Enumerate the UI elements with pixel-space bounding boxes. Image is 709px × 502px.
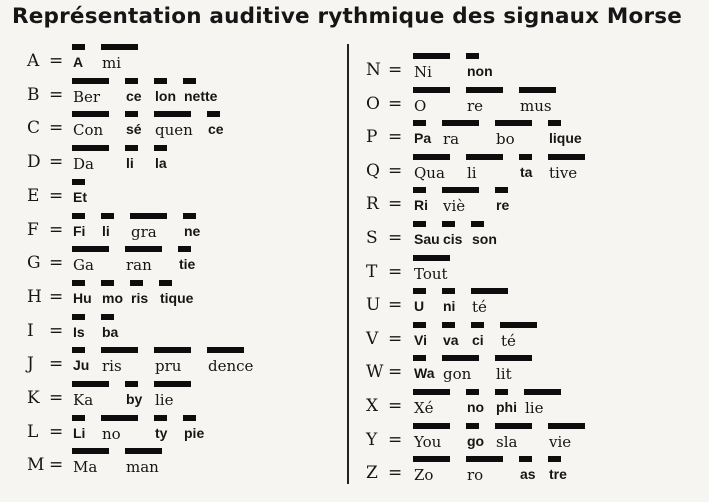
morse-row-b bbox=[27, 78, 347, 108]
equals-sign: = bbox=[49, 118, 64, 139]
morse-dot bbox=[413, 221, 426, 227]
morse-dot bbox=[183, 213, 196, 219]
morse-dot bbox=[519, 456, 532, 462]
syllable-text: ris bbox=[131, 289, 149, 306]
morse-dot bbox=[519, 154, 532, 160]
syllable-text: sé bbox=[126, 121, 142, 138]
morse-dash bbox=[495, 355, 532, 361]
syllable-text: va bbox=[443, 331, 459, 348]
morse-dash bbox=[72, 111, 109, 117]
morse-letter: M bbox=[27, 455, 45, 476]
syllable-text: li bbox=[126, 155, 134, 172]
morse-dash bbox=[413, 423, 450, 429]
syllable-text: Ber bbox=[73, 87, 101, 106]
morse-dash bbox=[72, 246, 109, 252]
morse-letter: F bbox=[27, 219, 39, 240]
morse-dash bbox=[519, 87, 556, 93]
syllable-text: Ga bbox=[73, 256, 94, 275]
morse-dot bbox=[125, 145, 138, 151]
equals-sign: = bbox=[388, 160, 403, 181]
morse-dot bbox=[466, 423, 479, 429]
morse-letter: T bbox=[366, 261, 378, 282]
syllable-text: no bbox=[467, 399, 485, 415]
syllable-text: Is bbox=[73, 323, 85, 340]
equals-sign: = bbox=[49, 253, 64, 274]
morse-row-c bbox=[27, 111, 347, 141]
morse-row-h bbox=[27, 280, 347, 310]
morse-dash bbox=[442, 187, 479, 193]
syllable-text: Ni bbox=[414, 63, 432, 81]
morse-dot bbox=[548, 456, 561, 462]
syllable-text: cis bbox=[443, 231, 463, 247]
morse-letter: I bbox=[27, 320, 34, 341]
morse-dot bbox=[442, 221, 455, 227]
morse-letter: D bbox=[27, 152, 41, 173]
morse-letter: V bbox=[366, 328, 379, 349]
morse-dash bbox=[413, 255, 450, 261]
syllable-text: Sau bbox=[414, 231, 440, 247]
syllable-text: lie bbox=[155, 391, 174, 409]
morse-row-n bbox=[366, 53, 686, 83]
morse-dash bbox=[154, 381, 191, 387]
morse-dot bbox=[159, 280, 172, 286]
morse-row-m bbox=[27, 448, 347, 478]
equals-sign: = bbox=[388, 295, 403, 316]
morse-dot bbox=[72, 347, 85, 353]
morse-letter: P bbox=[366, 127, 378, 148]
morse-row-e bbox=[27, 179, 347, 209]
morse-row-f bbox=[27, 213, 347, 243]
syllable-text: lon bbox=[155, 87, 176, 104]
morse-dash bbox=[413, 154, 450, 160]
morse-dash bbox=[442, 355, 479, 361]
morse-row-s bbox=[366, 221, 686, 251]
morse-dot bbox=[154, 415, 167, 421]
morse-dot bbox=[125, 78, 138, 84]
morse-dot bbox=[130, 280, 143, 286]
morse-dash bbox=[154, 347, 191, 353]
morse-letter: U bbox=[366, 295, 381, 316]
syllable-text: lit bbox=[496, 365, 512, 384]
syllable-text: Ju bbox=[73, 357, 90, 374]
syllable-text: mus bbox=[520, 96, 552, 115]
morse-letter: Z bbox=[366, 463, 378, 484]
syllable-text: Pa bbox=[414, 130, 432, 147]
syllable-text: ci bbox=[472, 331, 484, 348]
morse-letter: K bbox=[27, 388, 40, 408]
equals-sign: = bbox=[49, 84, 64, 105]
syllable-text: ran bbox=[126, 256, 152, 275]
equals-sign: = bbox=[388, 463, 403, 484]
morse-letter: Y bbox=[366, 429, 378, 450]
syllable-text: man bbox=[126, 458, 159, 477]
syllable-text: ce bbox=[126, 87, 142, 104]
morse-dash bbox=[471, 288, 508, 294]
morse-dot bbox=[413, 288, 426, 294]
equals-sign: = bbox=[388, 362, 403, 383]
morse-row-q bbox=[366, 154, 686, 184]
equals-sign: = bbox=[49, 455, 64, 476]
morse-letter: E bbox=[27, 185, 40, 206]
syllable-text: Ri bbox=[414, 197, 428, 214]
morse-letter: G bbox=[27, 253, 41, 274]
syllable-text: Da bbox=[73, 155, 94, 174]
morse-dot bbox=[101, 280, 114, 286]
syllable-text: as bbox=[520, 466, 536, 483]
morse-letter: W bbox=[366, 362, 384, 383]
morse-dot bbox=[413, 322, 426, 328]
syllable-text: Con bbox=[73, 121, 104, 140]
morse-dot bbox=[413, 187, 426, 193]
page-title: Représentation auditive rythmique des signaux Morse bbox=[12, 4, 683, 29]
morse-letter: B bbox=[27, 84, 40, 105]
morse-dot bbox=[471, 221, 484, 227]
syllable-text: mo bbox=[102, 289, 123, 306]
syllable-text: Hu bbox=[73, 289, 92, 306]
morse-dash bbox=[207, 347, 244, 353]
equals-sign: = bbox=[49, 219, 64, 240]
morse-dot bbox=[207, 111, 220, 117]
morse-letter: X bbox=[366, 396, 379, 416]
morse-dot bbox=[101, 213, 114, 219]
morse-letter: C bbox=[27, 118, 41, 139]
morse-dash bbox=[72, 145, 109, 151]
morse-row-v bbox=[366, 322, 686, 352]
morse-dash bbox=[548, 423, 585, 429]
syllable-text: li bbox=[102, 222, 110, 239]
morse-dot bbox=[72, 213, 85, 219]
morse-letter: Q bbox=[366, 160, 380, 181]
morse-dot bbox=[154, 145, 167, 151]
syllable-text: U bbox=[414, 298, 425, 315]
syllable-text: re bbox=[496, 197, 510, 214]
morse-dash bbox=[495, 120, 532, 126]
equals-sign: = bbox=[388, 93, 403, 114]
morse-row-u bbox=[366, 288, 686, 318]
morse-dot bbox=[495, 187, 508, 193]
morse-dash bbox=[72, 448, 109, 454]
morse-dot bbox=[72, 280, 85, 286]
morse-row-p bbox=[366, 120, 686, 150]
equals-sign: = bbox=[388, 328, 403, 349]
morse-letter: O bbox=[366, 93, 380, 114]
morse-dot bbox=[413, 120, 426, 126]
morse-dash bbox=[548, 154, 585, 160]
syllable-text: no bbox=[102, 424, 121, 443]
morse-dash bbox=[101, 44, 138, 50]
syllable-text: dence bbox=[208, 357, 254, 376]
morse-row-r bbox=[366, 187, 686, 217]
morse-dash bbox=[72, 381, 109, 387]
equals-sign: = bbox=[388, 228, 403, 248]
syllable-text: ro bbox=[467, 466, 484, 485]
syllable-text: sla bbox=[496, 432, 518, 451]
syllable-text: quen bbox=[155, 121, 193, 140]
syllable-text: go bbox=[467, 432, 485, 449]
morse-dash bbox=[500, 322, 537, 328]
syllable-text: ba bbox=[102, 323, 119, 340]
morse-letter: S bbox=[366, 228, 378, 248]
syllable-text: You bbox=[414, 432, 442, 451]
morse-dash bbox=[130, 213, 167, 219]
syllable-text: Fi bbox=[73, 222, 86, 239]
syllable-text: phi bbox=[496, 399, 517, 415]
morse-dot bbox=[125, 381, 138, 387]
syllable-text: Vi bbox=[414, 331, 427, 348]
syllable-text: ni bbox=[443, 298, 456, 315]
morse-dot bbox=[72, 415, 85, 421]
morse-row-i bbox=[27, 314, 347, 344]
syllable-text: lique bbox=[549, 130, 582, 147]
morse-dot bbox=[442, 322, 455, 328]
morse-row-x bbox=[366, 389, 686, 419]
morse-dash bbox=[101, 415, 138, 421]
morse-dot bbox=[442, 288, 455, 294]
column-divider bbox=[347, 44, 349, 484]
syllable-text: ta bbox=[520, 163, 533, 180]
morse-dash bbox=[413, 389, 450, 395]
syllable-text: Zo bbox=[414, 466, 434, 485]
syllable-text: Ka bbox=[73, 391, 94, 409]
morse-dot bbox=[471, 322, 484, 328]
syllable-text: lie bbox=[525, 399, 544, 417]
morse-row-t bbox=[366, 255, 686, 285]
equals-sign: = bbox=[388, 396, 403, 416]
syllable-text: ris bbox=[102, 357, 122, 376]
morse-dash bbox=[125, 246, 162, 252]
syllable-text: vie bbox=[549, 432, 572, 451]
equals-sign: = bbox=[49, 152, 64, 173]
morse-dash bbox=[72, 78, 109, 84]
morse-dash bbox=[466, 154, 503, 160]
equals-sign: = bbox=[49, 421, 64, 442]
syllable-text: Xé bbox=[414, 399, 434, 417]
syllable-text: non bbox=[467, 63, 493, 79]
morse-dot bbox=[413, 355, 426, 361]
morse-letter: N bbox=[366, 60, 381, 80]
equals-sign: = bbox=[49, 388, 64, 408]
morse-dot bbox=[466, 53, 479, 59]
syllable-text: li bbox=[467, 163, 477, 182]
equals-sign: = bbox=[388, 429, 403, 450]
morse-dot bbox=[72, 44, 85, 50]
syllable-text: by bbox=[126, 391, 143, 407]
syllable-text: Ma bbox=[73, 458, 98, 477]
syllable-text: pie bbox=[184, 424, 205, 441]
morse-row-d bbox=[27, 145, 347, 175]
morse-dash bbox=[413, 53, 450, 59]
morse-row-a bbox=[27, 44, 347, 74]
equals-sign: = bbox=[388, 60, 403, 80]
morse-dash bbox=[495, 423, 532, 429]
syllable-text: gon bbox=[443, 365, 472, 384]
syllable-text: tique bbox=[160, 289, 194, 306]
morse-letter: J bbox=[27, 354, 34, 375]
morse-row-j bbox=[27, 347, 347, 377]
morse-dot bbox=[154, 78, 167, 84]
morse-letter: A bbox=[27, 51, 40, 71]
syllable-text: nette bbox=[184, 87, 218, 104]
syllable-text: son bbox=[472, 231, 497, 247]
morse-dot bbox=[183, 78, 196, 84]
morse-dot bbox=[495, 389, 508, 395]
morse-dot bbox=[72, 314, 85, 320]
morse-letter: L bbox=[27, 421, 39, 442]
equals-sign: = bbox=[49, 286, 64, 307]
syllable-text: Wa bbox=[414, 365, 435, 382]
morse-dot bbox=[548, 120, 561, 126]
morse-dash bbox=[125, 448, 162, 454]
equals-sign: = bbox=[388, 194, 403, 215]
morse-row-z bbox=[366, 456, 686, 486]
morse-dash bbox=[413, 87, 450, 93]
morse-dot bbox=[101, 314, 114, 320]
syllable-text: O bbox=[414, 96, 427, 115]
morse-dash bbox=[413, 456, 450, 462]
morse-dot bbox=[466, 389, 479, 395]
morse-row-w bbox=[366, 355, 686, 385]
syllable-text: re bbox=[467, 96, 484, 115]
morse-dot bbox=[72, 179, 85, 185]
morse-row-y bbox=[366, 423, 686, 453]
syllable-text: Tout bbox=[414, 264, 448, 283]
morse-row-o bbox=[366, 87, 686, 117]
syllable-text: té bbox=[501, 331, 516, 350]
equals-sign: = bbox=[388, 261, 403, 282]
morse-dot bbox=[178, 246, 191, 252]
syllable-text: ty bbox=[155, 424, 168, 441]
syllable-text: A bbox=[73, 54, 84, 70]
morse-dash bbox=[154, 111, 191, 117]
morse-letter: H bbox=[27, 286, 42, 307]
equals-sign: = bbox=[49, 320, 64, 341]
syllable-text: Li bbox=[73, 424, 86, 441]
morse-letter: R bbox=[366, 194, 379, 215]
equals-sign: = bbox=[49, 51, 64, 71]
syllable-text: pru bbox=[155, 357, 182, 376]
equals-sign: = bbox=[49, 185, 64, 206]
equals-sign: = bbox=[49, 354, 64, 375]
morse-dash bbox=[442, 120, 479, 126]
morse-row-l bbox=[27, 415, 347, 445]
morse-row-g bbox=[27, 246, 347, 276]
syllable-text: ce bbox=[208, 121, 224, 138]
syllable-text: gra bbox=[131, 222, 157, 241]
syllable-text: bo bbox=[496, 130, 515, 149]
morse-dash bbox=[466, 87, 503, 93]
syllable-text: té bbox=[472, 298, 487, 317]
syllable-text: la bbox=[155, 155, 167, 172]
morse-dash bbox=[466, 456, 503, 462]
syllable-text: Et bbox=[73, 188, 87, 205]
morse-dash bbox=[101, 347, 138, 353]
morse-dot bbox=[183, 415, 196, 421]
syllable-text: viè bbox=[443, 197, 466, 216]
equals-sign: = bbox=[388, 127, 403, 148]
morse-dot bbox=[125, 111, 138, 117]
syllable-text: ne bbox=[184, 222, 201, 239]
morse-dash bbox=[524, 389, 561, 395]
syllable-text: tre bbox=[549, 466, 567, 483]
syllable-text: Qua bbox=[414, 163, 445, 182]
syllable-text: ra bbox=[443, 130, 460, 149]
syllable-text: mi bbox=[102, 54, 122, 72]
syllable-text: tie bbox=[179, 256, 196, 273]
morse-row-k bbox=[27, 381, 347, 411]
syllable-text: tive bbox=[549, 163, 578, 182]
